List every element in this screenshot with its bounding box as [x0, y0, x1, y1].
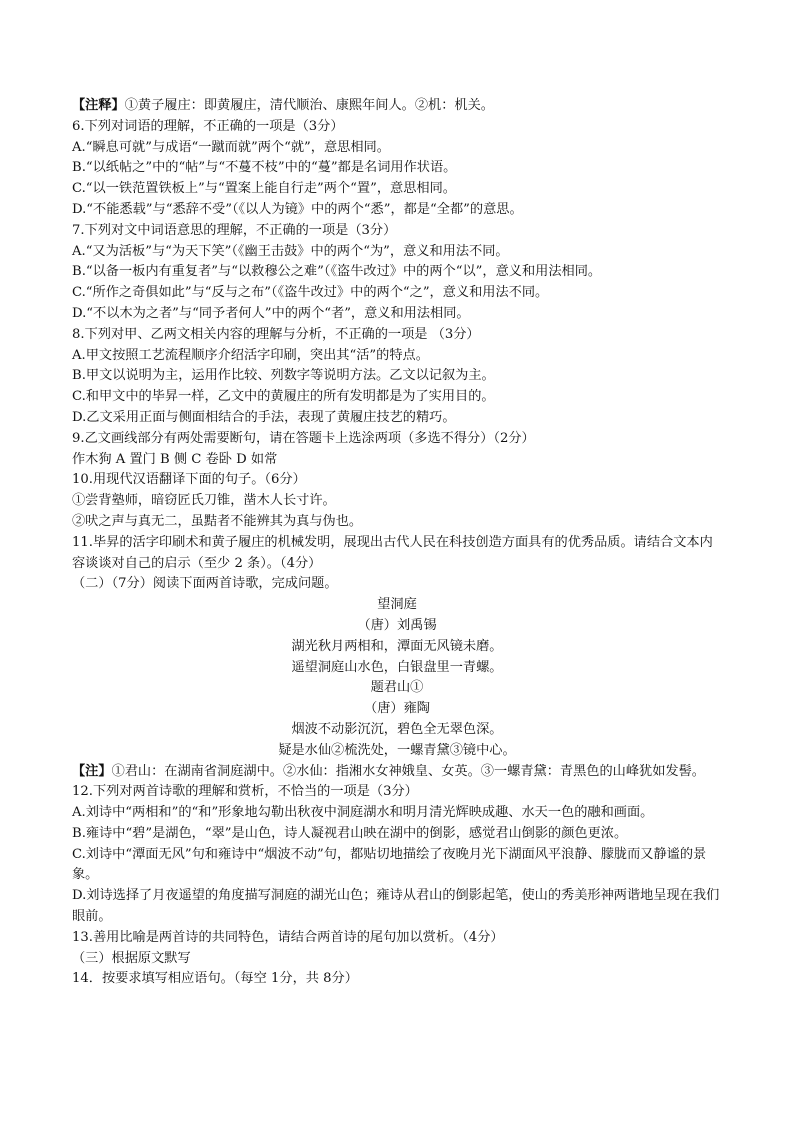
poem-note-label: 【注】: [72, 763, 112, 779]
question-12-stem: 12.下列对两首诗歌的理解和赏析，不恰当的一项是（3分）: [72, 784, 418, 800]
question-6-option-d: D.“不能悉载”与“悉辞不受”（《以人为镜》中的两个“悉”，都是“全都”的意思。: [72, 201, 523, 217]
question-7-option-a: A.“又为活板”与“为天下笑”（《幽王击鼓》中的两个“为”，意义和用法不同。: [72, 243, 509, 259]
poem-note: [72, 762, 722, 783]
question-7-option-b: B.“以备一板内有重复者”与“以救穆公之难”（《盗牛改过》中的两个“以”，意义和用法相同。: [72, 264, 602, 280]
question-6-option-b: B.“以纸帖之”中的“帖”与“不蔓不枝”中的“蔓”都是名词用作状语。: [72, 160, 457, 176]
section-2-heading: （二）（7分）阅读下面两首诗歌，完成问题。: [72, 576, 338, 592]
question-10-stem: 10.用现代汉语翻译下面的句子。（6分）: [72, 472, 306, 488]
question-12-option-a: A.刘诗中“两相和”的“和”形象地勾勒出秋夜中洞庭湖水和明月清光辉映成趣、水天一色的融和画面。: [72, 805, 654, 821]
annotation-label: 【注释】: [72, 98, 125, 113]
question-14: 14．按要求填写相应语句。（每空 1分，共 8分）: [72, 971, 358, 987]
poem-1-line-1: 湖光秋月两相和，潭面无风镜未磨。: [291, 638, 503, 654]
question-6-option-a: A.“瞬息可就”与成语“一蹴而就”两个“就”，意思相同。: [72, 139, 390, 155]
poem-2-line-2: 疑是水仙②梳洗处，一螺青黛③镜中心。: [278, 742, 516, 758]
question-9-sentence: 作木狗 A 置门 B 侧 C 卷卧 D 如常: [72, 451, 278, 467]
question-12-option-c: C.刘诗中“潭面无风”句和雍诗中“烟波不动”句，都贴切地描绘了夜晚月光下湖面风平浪静、朦胧而又静谧的景象。: [72, 846, 707, 883]
exam-page: [72, 96, 722, 990]
poem-1-author: （唐）刘禹锡: [357, 617, 437, 633]
question-13: 13.善用比喻是两首诗的共同特色，请结合两首诗的尾句加以赏析。（4分）: [72, 929, 504, 945]
question-6-option-c: C.“以一铁范置铁板上”与“置案上能自行走”两个“置”，意思相同。: [72, 181, 456, 197]
question-9-stem: 9.乙文画线部分有两处需要断句，请在答题卡上选涂两项（多选不得分）（2分）: [72, 430, 535, 446]
question-8-option-d: D.乙文采用正面与侧面相结合的手法，表现了黄履庄技艺的精巧。: [72, 409, 456, 425]
poem-2-author: （唐）雍陶: [364, 701, 430, 717]
question-7-option-c: C.“所作之奇俱如此”与“反与之布”（《盗牛改过》中的两个“之”，意义和用法不同。: [72, 285, 549, 301]
question-12-option-b: B.雍诗中“碧”是湖色，“翠”是山色，诗人凝视君山映在湖中的倒影，感觉君山倒影的颜色更浓。: [72, 825, 628, 841]
question-10-item-2: ②吠之声与真无二，虽黠者不能辨其为真与伪也。: [72, 513, 363, 529]
section-3-heading: （三）根据原文默写: [72, 950, 191, 966]
question-8-option-b: B.甲文以说明为主，运用作比较、列数字等说明方法。乙文以记叙为主。: [72, 368, 495, 384]
question-10-item-1: ①尝背塾师，暗窃匠氏刀锥，凿木人长寸许。: [72, 493, 336, 509]
question-11: 11.毕昇的活字印刷术和黄子履庄的机械发明，展现出古代人民在科技创造方面具有的优秀品质。请结合文本内容谈谈对自己的启示（至少 2 条）。（4分）: [72, 534, 713, 571]
poem-1-line-2: 遥望洞庭山水色，白银盘里一青螺。: [291, 659, 503, 675]
question-12-option-d: D.刘诗选择了月夜遥望的角度描写洞庭的湖光山色；雍诗从君山的倒影起笔，使山的秀美形神两谐地呈现在我们眼前。: [72, 888, 720, 925]
poem-1-title: 望洞庭: [377, 597, 417, 613]
annotation-note: [72, 96, 722, 117]
poem-note-text: ①君山：在湖南省洞庭湖中。②水仙：指湘水女神娥皇、女英。③一螺青黛：青黑色的山峰犹如发髻。: [111, 763, 705, 779]
annotation-text: ①黄子履庄：即黄履庄，清代顺治、康熙年间人。②机：机关。: [124, 98, 494, 113]
question-7-option-d: D.“不以木为之者”与“同予者何人”中的两个“者”，意义和用法相同。: [72, 305, 470, 321]
question-8-stem: 8.下列对甲、乙两文相关内容的理解与分析，不正确的一项是 （3分）: [72, 326, 480, 342]
poem-2-title: 题君山①: [370, 680, 424, 696]
question-8-option-a: A.甲文按照工艺流程顺序介绍活字印刷，突出其“活”的特点。: [72, 347, 429, 363]
question-7-stem: 7.下列对文中词语意思的理解，不正确的一项是（3分）: [72, 222, 397, 238]
question-6-stem: 6.下列对词语的理解，不正确的一项是（3分）: [72, 118, 344, 134]
poem-2-line-1: 烟波不动影沉沉，碧色全无翠色深。: [291, 721, 503, 737]
question-8-option-c: C.和甲文中的毕昇一样，乙文中的黄履庄的所有发明都是为了实用目的。: [72, 389, 495, 405]
